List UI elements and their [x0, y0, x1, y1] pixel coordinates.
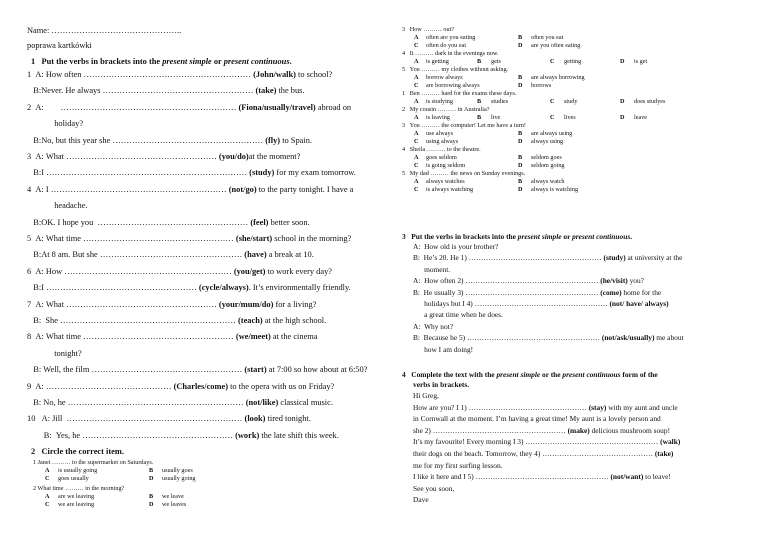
option-letter: A [414, 114, 419, 121]
option-letter: C [45, 475, 50, 482]
question: 3 You ……… the computer! Let me have a turn! [402, 122, 526, 129]
option-text: gets [491, 58, 501, 65]
exercise-item-line: B: She ……………………………………………………… (teach) at the high school. [27, 316, 327, 325]
exercise-item-line: B:No, but this year she ……………………………………………… (fly) to Spain. [27, 135, 312, 145]
option-text: seldom going [531, 162, 565, 169]
option-text: always watches [426, 178, 465, 185]
option-letter: D [620, 114, 625, 121]
exercise-4-title: 4 Complete the text with the present simple or the present continuous form of the [402, 370, 658, 379]
name-line: Name: ……………………………………….. [27, 26, 182, 35]
letter-line: I like it here and I 5) ……………………………………………… (not/want) to leave! [413, 472, 671, 482]
option-text: borrows [531, 82, 552, 89]
option-text: getting [564, 58, 582, 65]
option-text: does studyes [634, 98, 666, 105]
option-letter: A [414, 98, 419, 105]
option-letter: C [550, 114, 555, 121]
option-text: usually goes [162, 467, 193, 474]
exercise-item-line: 10 A: Jill ……………………………………………………… (look) tired tonight. [27, 414, 311, 424]
letter-line: their dogs on the beach. Tomorrow, they 4) ……………………………………… (take) [413, 449, 674, 458]
option-letter: A [45, 493, 50, 500]
option-text: seldom goes [531, 154, 562, 161]
option-letter: C [550, 58, 555, 65]
dialogue-line: B: He usually 3) ……………………………………………… (come) home for the [413, 287, 662, 297]
letter-line: Hi Greg, [413, 391, 439, 400]
exercise-3-title: 3 Put the verbs in brackets into the present simple or present continuous. [402, 232, 633, 241]
exercise-item-line: 2 A: ……………………………………………………… (Fiona/usually/travel) abroad on [27, 102, 352, 112]
option-letter: B [149, 493, 154, 500]
option-letter: D [518, 82, 523, 89]
exercise-item-line: 5 A: What time ……………………………………………… (she/start) school in the morning? [27, 234, 352, 243]
option-text: are you often eating [531, 42, 581, 49]
option-letter: C [414, 162, 419, 169]
question: 5 You ……… my clothes without asking. [402, 66, 509, 73]
exercise-item-line: B:OK. I hope you ……………………………………………… (feel) better soon. [27, 217, 310, 227]
option-letter: B [518, 130, 523, 137]
exercise-item-line: 1 A: How often …………………………………………………… (John/walk) to school? [27, 70, 333, 79]
exercise-item-line: holiday? [27, 119, 84, 129]
exercise-item-line: B:Never. He always ……………………………………………… (take) the bus. [27, 86, 305, 96]
option-text: use always [426, 130, 453, 137]
option-text: using always [426, 138, 459, 145]
letter-line: See you soon, [413, 483, 455, 493]
exercise-item-line: B:I ……………………………………………… (cycle/always). It’s environmentally friendly. [27, 283, 351, 293]
option-text: goes seldom [426, 154, 457, 161]
exercise-item-line: 8 A: What time ……………………………………………… (we/meet) at the cinema [27, 332, 318, 342]
exercise-item-line: headache. [27, 201, 88, 211]
exercise-item-line: 6 A: How …………………………………………………… (you/get) to work every day? [27, 266, 332, 276]
option-letter: C [414, 138, 419, 145]
option-text: often are you eating [426, 34, 476, 41]
option-text: we leave [162, 493, 184, 500]
question: 4 It ……… dark in the evenings now. [402, 50, 499, 57]
dialogue-line: A: How old is your brother? [413, 242, 499, 251]
option-text: borrow always [426, 74, 463, 81]
option-text: study [564, 98, 578, 105]
option-text: usually going [162, 475, 196, 482]
option-text: often you eat [531, 34, 564, 41]
exercise-number: 1 [31, 57, 36, 66]
option-letter: B [518, 178, 523, 185]
option-text: always using [531, 138, 564, 145]
option-text: are borrowing always [426, 82, 480, 89]
letter-line: Dave [413, 495, 429, 505]
dialogue-line: B: He’s 20. He 1) ……………………………………………… (study) at university at the [413, 253, 683, 263]
option-letter: D [518, 162, 523, 169]
exercise-item-line: 7 A: What ……………………………………………… (your/mum/do) for a living? [27, 299, 317, 309]
option-letter: B [518, 74, 523, 81]
option-letter: C [414, 42, 419, 49]
exercise-item-line: B: Well, the film ……………………………………………… (start) at 7:00 so how about at 6:50? [27, 365, 368, 375]
option-text: always watch [531, 178, 565, 185]
option-letter: B [477, 98, 482, 105]
option-letter: C [414, 82, 419, 89]
option-text: studies [491, 98, 509, 105]
letter-line: in Cornwall at the moment. I’m having a great time! My aunt is a lovely person and [413, 414, 661, 424]
option-letter: A [45, 467, 50, 474]
option-letter: B [477, 114, 482, 121]
option-letter: B [518, 154, 523, 161]
dialogue-line: moment. [413, 264, 451, 274]
option-text: is getting [426, 58, 449, 65]
letter-line: How are you? I 1) ………………………………………… (stay) with my aunt and uncle [413, 402, 678, 412]
dialogue-line: A: Why not? [413, 321, 454, 331]
subtitle: poprawa kartkówki [27, 41, 92, 50]
option-letter: D [149, 475, 154, 482]
option-text: is leaving [426, 114, 450, 121]
option-letter: A [414, 130, 419, 137]
option-text: leave [634, 114, 648, 121]
option-letter: A [414, 178, 419, 185]
option-text: is always watching [426, 186, 474, 193]
option-text: are we leaving [58, 493, 95, 500]
option-text: is get [634, 58, 648, 65]
option-letter: D [518, 42, 523, 49]
question: 5 My dad ……… the news on Sunday evenings. [402, 170, 526, 177]
option-text: we leaves [162, 501, 187, 508]
option-text: are always using [531, 130, 573, 137]
option-text: are always borrowing [531, 74, 585, 81]
right-column [384, 0, 768, 543]
exercise-4-title-cont: verbs in brackets. [413, 380, 470, 389]
option-text: is usually going [58, 467, 98, 474]
option-text: often do you eat [426, 42, 467, 49]
option-text: goes usually [58, 475, 89, 482]
option-letter: A [414, 34, 419, 41]
option-letter: C [45, 501, 50, 508]
option-letter: C [550, 98, 555, 105]
option-letter: A [414, 74, 419, 81]
option-letter: D [620, 98, 625, 105]
option-letter: B [518, 34, 523, 41]
option-letter: D [518, 186, 523, 193]
exercise-item-line: B: No, he ……………………………………………………… (not/like) classical music. [27, 398, 333, 407]
option-letter: A [414, 58, 419, 65]
option-text: lives [564, 114, 576, 121]
question: 2 What time ……… in the morning? [33, 485, 125, 492]
option-text: live [491, 114, 501, 121]
question: 1 Ben ……… hard for the exams these days. [402, 90, 517, 97]
exercise-item-line: B:I ……………………………………………………………… (study) for my exam tomorrow. [27, 168, 356, 178]
option-letter: B [477, 58, 482, 65]
dialogue-line: B: Because he 5) ……………………………………………… (not/ask/usually) me about [413, 333, 684, 343]
letter-line: It’s my favourite! Every morning I 3) ……………………………………………… (walk) [413, 437, 681, 447]
exercise-item-line: 3 A: What ……………………………………………… (you/do)at the moment? [27, 152, 301, 161]
option-letter: D [518, 138, 523, 145]
exercise-item-line: B:At 8 am. But she …………………………………………… (have) a break at 10. [27, 250, 314, 260]
option-letter: D [620, 58, 625, 65]
exercise-2-title: 2 Circle the correct item. [31, 447, 124, 456]
option-letter: B [149, 467, 154, 474]
option-letter: C [414, 186, 419, 193]
dialogue-line: holidays but I 4) ……………………………………………… (not/ have/ always) [413, 299, 669, 308]
exercise-1-title: 1 Put the verbs in brackets into the present simple or present continuous. [31, 57, 292, 66]
dialogue-line: A: How often 2) ……………………………………………… (he/visit) you? [413, 276, 644, 286]
exercise-item-line: tonight? [27, 348, 82, 358]
exercise-item-line: 9 A: ……………………………………… (Charles/come) to the opera with us on Friday? [27, 381, 335, 391]
dialogue-line: a great time when he does. [413, 310, 503, 320]
option-text: always is watching [531, 186, 579, 193]
question: 2 My cousin ……… in Australia? [402, 106, 490, 113]
exercise-item-line: B: Yes, he ……………………………………………… (work) the late shift this week. [27, 430, 339, 440]
question: 4 Sheila ……… to the theatre. [402, 146, 481, 153]
exercise-item-line: 4 A: I ……………………………………………………… (not/go) to the party tonight. I have a [27, 184, 354, 194]
option-text: is studying [426, 98, 453, 105]
dialogue-line: how I am doing! [413, 344, 474, 354]
option-letter: A [414, 154, 419, 161]
option-letter: D [149, 501, 154, 508]
question: 1 Janet ……… to the supermarket on Saturdays. [33, 459, 154, 466]
letter-line: me for my first surfing lesson. [413, 460, 503, 470]
option-text: is going seldom [426, 162, 466, 169]
option-text: we are leaving [58, 501, 95, 508]
question: 3 How ……… out? [402, 26, 455, 33]
letter-line: she 2) ……………………………………………… (make) delicious mushroom soup! [413, 425, 671, 435]
